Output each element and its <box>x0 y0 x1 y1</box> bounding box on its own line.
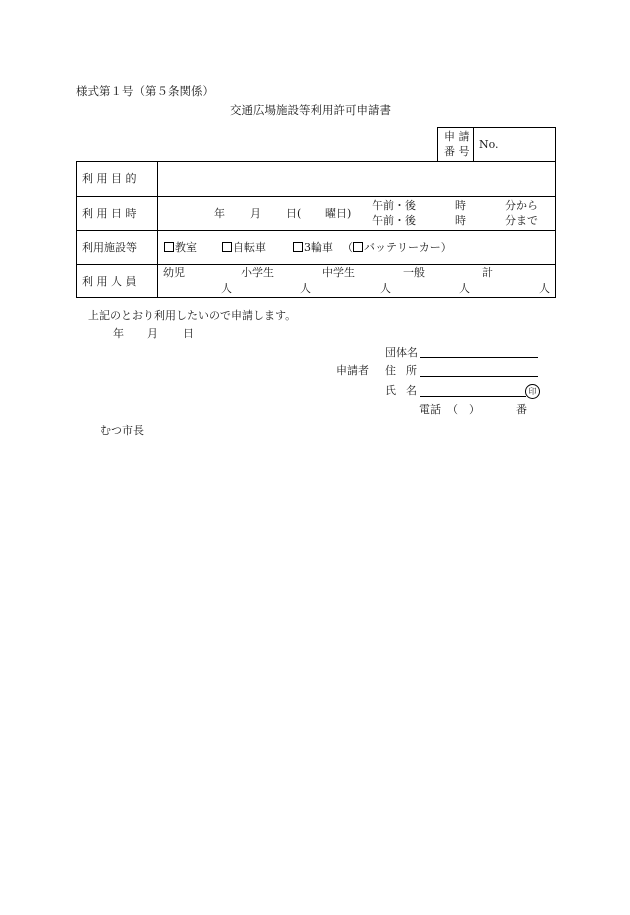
purpose-field[interactable] <box>158 162 554 195</box>
people-unit-1: 人 <box>221 282 232 295</box>
people-cat-general: 一般 <box>403 266 425 279</box>
statement: 上記のとおり利用したいので申請します。 <box>88 309 297 322</box>
date-month: 月 <box>250 207 261 220</box>
facility-label: 利用施設等 <box>82 241 137 254</box>
app-no-label-2: 番 号 <box>444 145 470 158</box>
checkbox-icon[interactable] <box>353 242 363 252</box>
facility-option-bicycle[interactable] <box>222 242 266 253</box>
people-unit-4: 人 <box>459 282 470 295</box>
hour-1: 時 <box>455 199 466 212</box>
group-label: 団体名 <box>385 346 418 359</box>
facility-option-battery-car[interactable] <box>342 242 452 253</box>
submit-day: 日 <box>183 327 194 340</box>
phone-paren: （ ） <box>447 403 480 416</box>
hour-2: 時 <box>455 214 466 227</box>
people-cat-elementary: 小学生 <box>241 266 274 279</box>
checkbox-icon[interactable] <box>164 242 174 252</box>
checkbox-icon[interactable] <box>222 242 232 252</box>
facility-label-3: 3輪車 <box>304 241 333 254</box>
min-from: 分から <box>505 199 538 212</box>
form-number: 様式第１号（第５条関係） <box>76 84 214 98</box>
address-label-1: 住 <box>385 364 396 377</box>
address-line[interactable] <box>420 376 538 377</box>
people-label: 利 用 人 員 <box>82 275 137 288</box>
checkbox-icon[interactable] <box>293 242 303 252</box>
datetime-label: 利 用 日 時 <box>82 207 137 220</box>
app-no-label-1: 申 請 <box>444 130 470 143</box>
people-unit-3: 人 <box>380 282 391 295</box>
facility-label-4: バッテリーカー） <box>364 241 452 254</box>
people-cat-total: 計 <box>482 266 493 279</box>
submit-month: 月 <box>147 327 158 340</box>
purpose-label: 利 用 目 的 <box>82 172 137 185</box>
facility-paren-open: （ <box>342 241 353 254</box>
facility-label-1: 教室 <box>175 241 197 254</box>
am-pm-2: 午前・後 <box>372 214 416 227</box>
facility-label-2: 自転車 <box>233 241 266 254</box>
date-day: 日( <box>286 207 302 220</box>
min-to: 分まで <box>505 214 538 227</box>
people-cat-infant: 幼児 <box>163 266 185 279</box>
name-label-1: 氏 <box>385 384 396 397</box>
people-unit-5: 人 <box>539 282 550 295</box>
name-line[interactable] <box>420 396 526 397</box>
submit-year: 年 <box>113 327 124 340</box>
address-label-2: 所 <box>406 364 417 377</box>
date-year: 年 <box>214 207 225 220</box>
facility-option-classroom[interactable] <box>164 242 197 253</box>
seal-icon: 印 <box>525 384 540 399</box>
form-title: 交通広場施設等利用許可申請書 <box>230 103 391 117</box>
phone-suffix: 番 <box>516 403 527 416</box>
people-cat-junior-high: 中学生 <box>322 266 355 279</box>
am-pm-1: 午前・後 <box>372 199 416 212</box>
date-weekday: 曜日) <box>325 207 352 220</box>
name-label-2: 名 <box>406 384 417 397</box>
people-unit-2: 人 <box>300 282 311 295</box>
app-no-value[interactable]: No. <box>479 138 499 151</box>
addressee: むつ市長 <box>100 424 144 437</box>
facility-option-tricycle[interactable] <box>293 242 333 253</box>
phone-label: 電話 <box>419 403 441 416</box>
group-name-line[interactable] <box>420 357 538 358</box>
applicant-label: 申請者 <box>336 364 369 377</box>
